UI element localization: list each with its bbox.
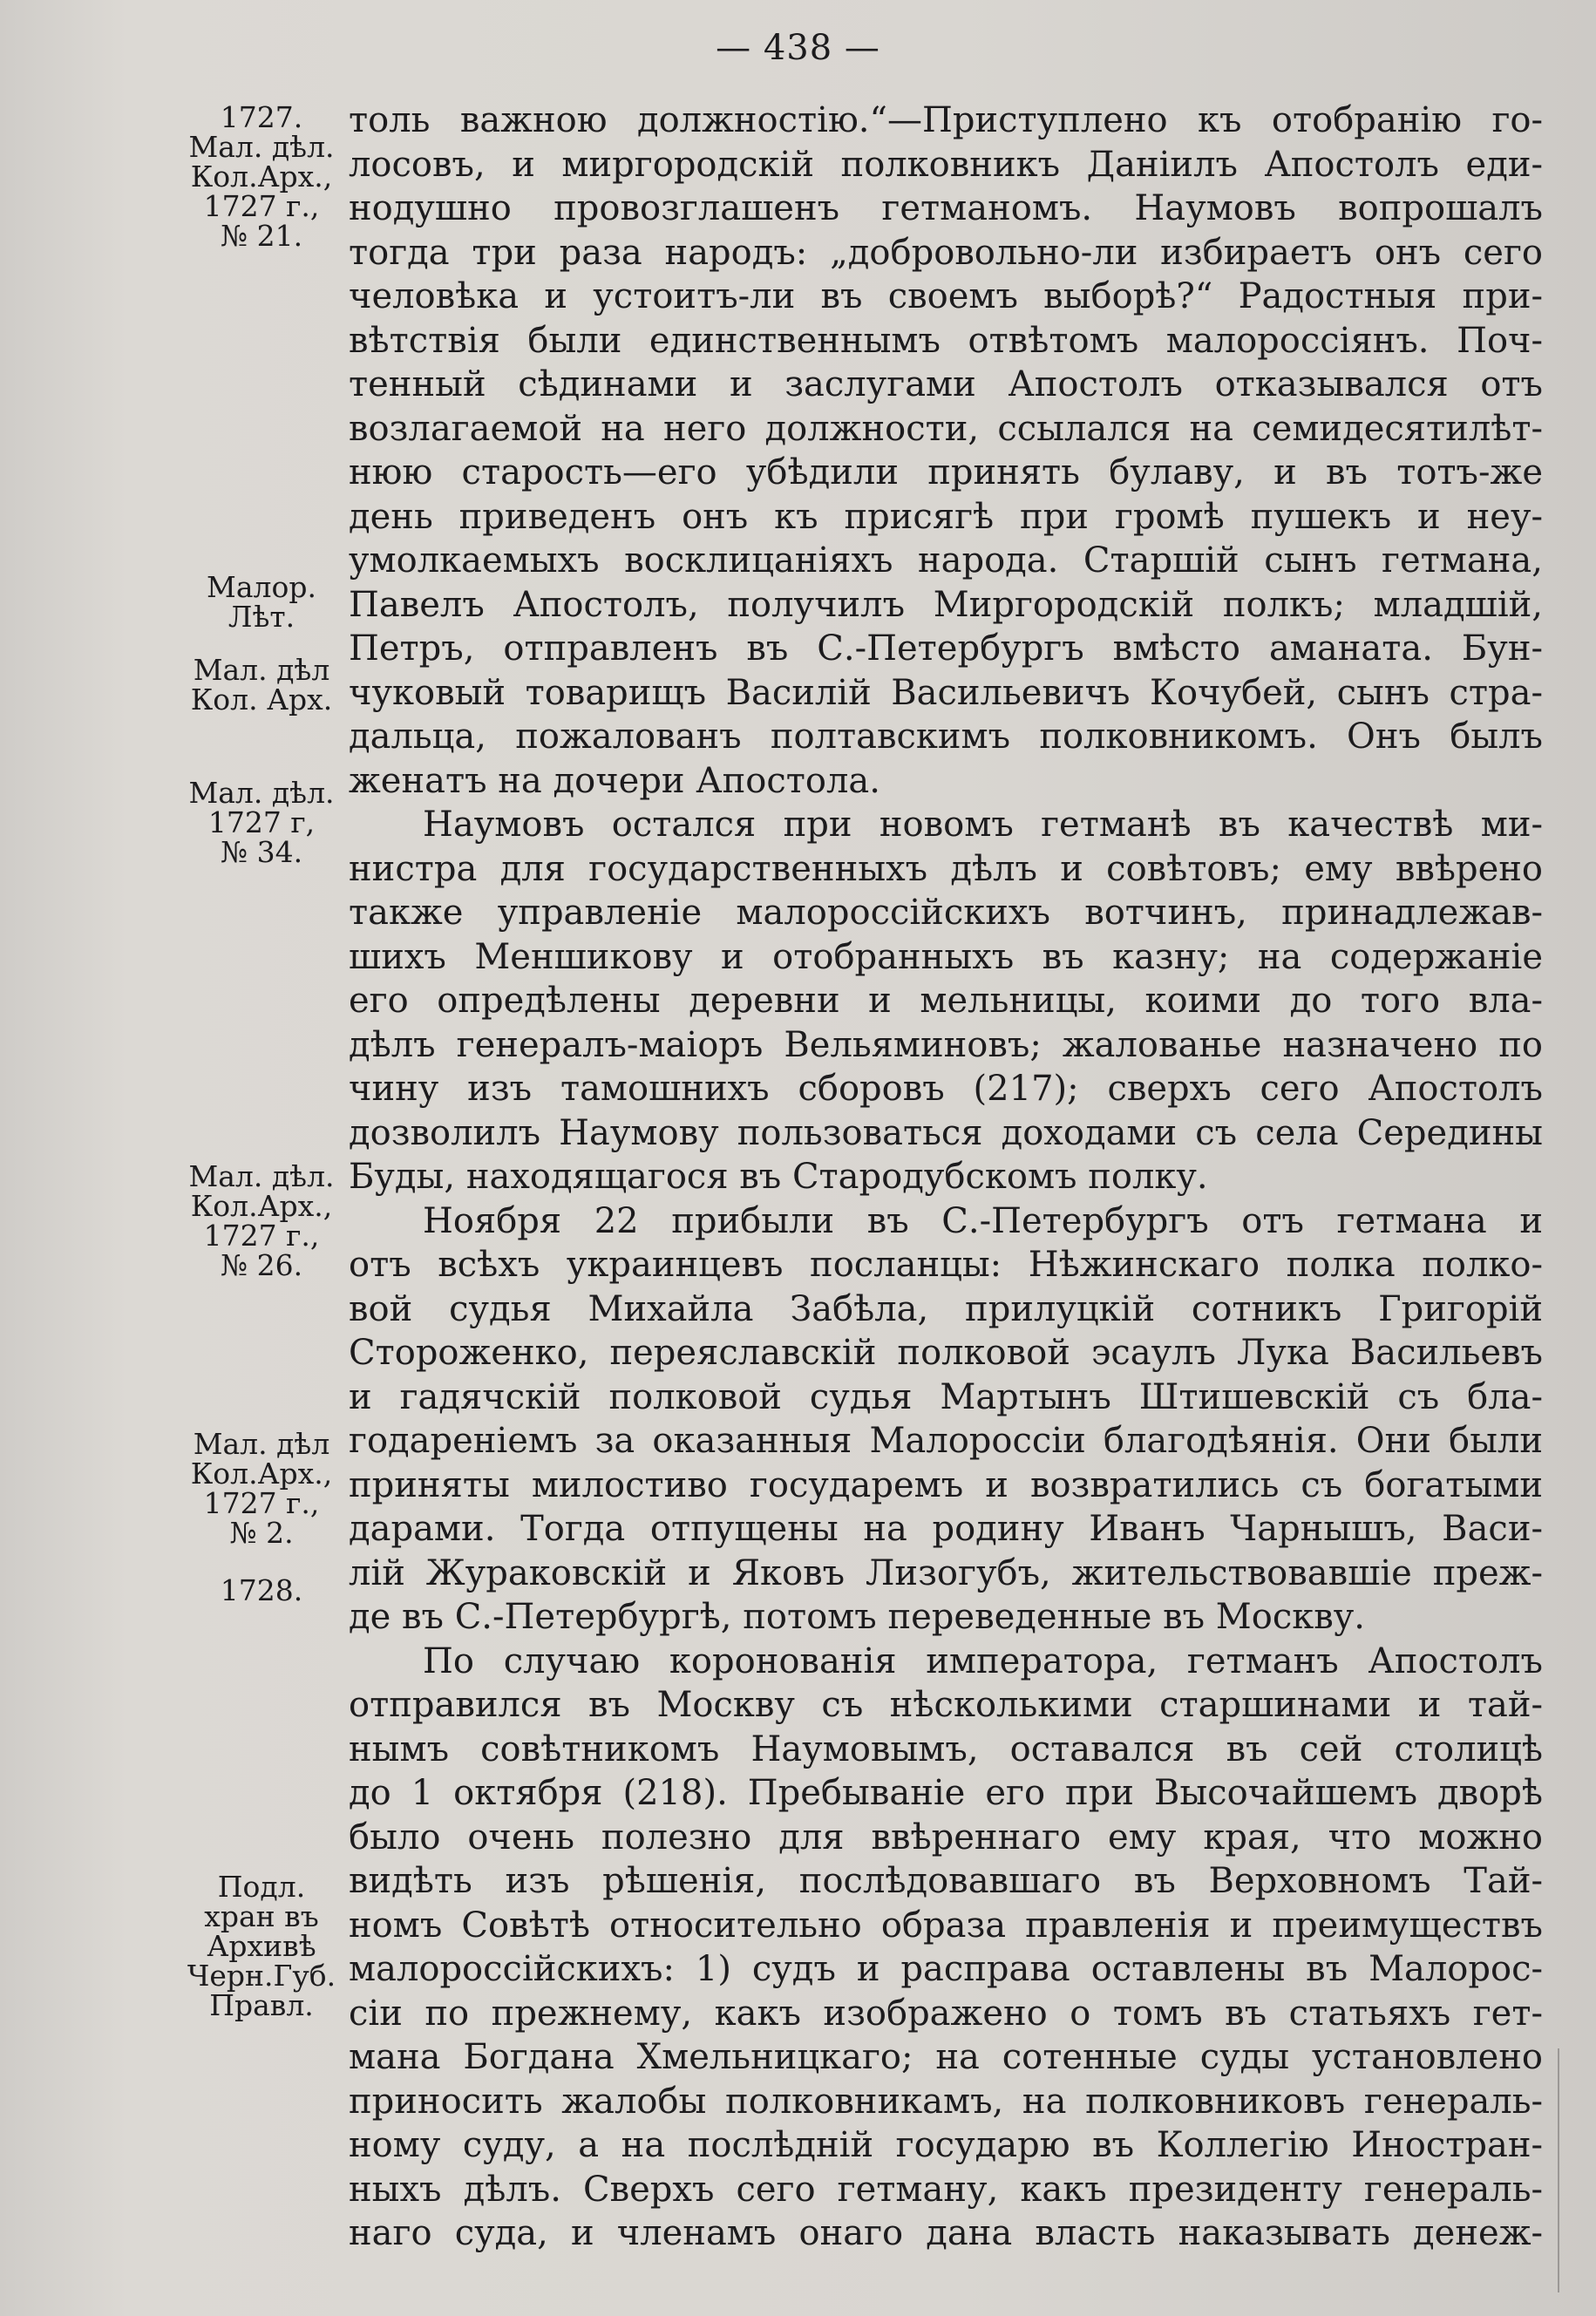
text-line: нодушно провозглашенъ гетманомъ. Наумовъ вопрошалъ (349, 188, 1543, 228)
text-line: приняты милостиво государемъ и возвратились съ богатыми (349, 1464, 1543, 1505)
text-line: толь важною должностію.“—Приступлено къ отобранію го- (349, 100, 1543, 140)
page-edge-line (1558, 2048, 1559, 2292)
text-line: приносить жалобы полковникамъ, на полковниковъ генераль- (349, 2081, 1543, 2122)
page-number: — 438 — (716, 28, 880, 68)
text-line: Ноября 22 прибыли въ С.-Петербургъ отъ гетмана и (423, 1200, 1543, 1241)
margin-note-line: Правл. (209, 1988, 314, 2022)
text-line: наго суда, и членамъ онаго дана власть наказывать денеж- (349, 2213, 1543, 2253)
text-line: дарами. Тогда отпущены на родину Иванъ Чарнышъ, Васи- (349, 1509, 1543, 1549)
text-line: отъ всѣхъ украинцевъ посланцы: Нѣжинскаго полка полко- (349, 1245, 1543, 1285)
margin-note-line: 1727 г., (203, 1219, 320, 1253)
margin-note-line: № 34. (220, 835, 303, 869)
margin-note (174, 570, 349, 634)
margin-note-line: хран въ (204, 1899, 319, 1933)
margin-note-line: 1728. (220, 1573, 303, 1607)
text-line: тогда три раза народъ: „добровольно-ли избираетъ онъ сего (349, 232, 1543, 273)
margin-note-line: 1727. (220, 100, 303, 134)
margin-note-line: Кол.Арх., (190, 1189, 333, 1223)
margin-note-line: 1727 г, (207, 805, 316, 839)
text-line: и гадячскій полковой судья Мартынъ Штишевскій съ бла- (349, 1376, 1543, 1417)
body-text (349, 98, 1543, 2256)
margin-note-line: Мал. дѣл. (188, 776, 335, 810)
text-line: Буды, находящагося въ Стародубскомъ полку. (349, 1157, 1208, 1197)
margin-note-line: Мал. дѣл. (188, 1159, 335, 1193)
margin-note-line: Архивѣ (207, 1929, 316, 1963)
text-line: дозволилъ Наумову пользоваться доходами съ села Середины (349, 1112, 1543, 1153)
text-line: номъ Совѣтѣ относительно образа правленія и преимуществъ (349, 1905, 1543, 1946)
text-line: нистра для государственныхъ дѣлъ и совѣтовъ; ему ввѣрено (349, 848, 1543, 889)
text-line: вѣтствія были единственнымъ отвѣтомъ малороссіянъ. Поч- (349, 320, 1543, 361)
text-line: до 1 октября (218). Пребываніе его при Высочайшемъ дворѣ (349, 1773, 1543, 1813)
text-line: Наумовъ остался при новомъ гетманѣ въ качествѣ ми- (423, 805, 1543, 845)
text-line: лосовъ, и миргородскій полковникъ Даніилъ Апостолъ еди- (349, 144, 1543, 185)
margin-note-line: 1727 г., (203, 1486, 320, 1520)
text-line: чуковый товарищъ Василій Васильевичъ Кочубей, сынъ стра- (349, 672, 1543, 713)
margin-note (174, 655, 349, 715)
text-line: тенный сѣдинами и заслугами Апостолъ отказывался отъ (349, 364, 1543, 404)
text-line: Павелъ Апостолъ, получилъ Миргородскій полкъ; младшій, (349, 584, 1543, 625)
text-line: сіи по прежнему, какъ изображено о томъ въ статьяхъ гет- (349, 1993, 1543, 2034)
text-line: малороссійскихъ: 1) судъ и расправа оставлены въ Малорос- (349, 1949, 1543, 1989)
text-line: ному суду, а на послѣдній государю въ Коллегію Иностран- (349, 2125, 1543, 2165)
text-line: было очень полезно для ввѣреннаго ему края, что можно (349, 1817, 1543, 1858)
margin-note-line: № 26. (220, 1248, 303, 1282)
margin-note (174, 778, 349, 867)
text-line: мана Богдана Хмельницкаго; на сотенные суды установлено (349, 2037, 1543, 2077)
margin-note-line: № 2. (229, 1516, 294, 1550)
margin-note-line: 1727 г., (203, 189, 320, 223)
margin-note-line: Кол.Арх., (190, 160, 333, 194)
text-line: его опредѣлены деревни и мельницы, коими до того вла- (349, 981, 1543, 1021)
margin-note-line: Лѣт. (228, 600, 295, 634)
margin-note-line: Кол. Арх. (190, 683, 333, 717)
text-line: дѣлъ генералъ-маіоръ Вельяминовъ; жалованье назначено по (349, 1024, 1543, 1065)
text-line: нюю старость—его убѣдили принять булаву, и въ тотъ-же (349, 452, 1543, 492)
text-line: шихъ Меншикову и отобранныхъ въ казну; на содержаніе (349, 936, 1543, 977)
text-line: де въ С.-Петербургѣ, потомъ переведенные въ Москву. (349, 1597, 1365, 1637)
margin-note (174, 1573, 349, 1607)
margin-note-line: Кол.Арх., (190, 1457, 333, 1491)
margin-notes (0, 0, 349, 2316)
margin-note-line: № 21. (220, 219, 303, 253)
margin-note (174, 1159, 349, 1282)
text-line: нымъ совѣтникомъ Наумовымъ, оставался въ сей столицѣ (349, 1729, 1543, 1769)
text-line: лій Жураковскій и Яковъ Лизогубъ, жительствовавшіе преж- (349, 1552, 1543, 1593)
margin-note-line: Черн.Губ. (187, 1959, 336, 1993)
text-line: день приведенъ онъ къ присягѣ при громѣ пушекъ и неу- (349, 496, 1543, 537)
text-line: ныхъ дѣлъ. Сверхъ сего гетману, какъ президенту генераль- (349, 2169, 1543, 2210)
margin-note-line: Подл. (217, 1870, 306, 1904)
text-line: женатъ на дочери Апостола. (349, 760, 880, 801)
text-line: человѣка и устоитъ-ли въ своемъ выборѣ?“ Радостныя при- (349, 276, 1543, 316)
text-line: чину изъ тамошнихъ сборовъ (217); сверхъ сего Апостолъ (349, 1069, 1543, 1109)
margin-note-line: Мал. дѣл (193, 1427, 330, 1461)
text-line: вой судья Михайла Забѣла, прилуцкій сотникъ Григорій (349, 1288, 1543, 1329)
text-line: дальца, пожалованъ полтавскимъ полковникомъ. Онъ былъ (349, 717, 1543, 757)
text-line: отправился въ Москву съ нѣсколькими старшинами и тай- (349, 1685, 1543, 1725)
margin-note (174, 1427, 349, 1550)
text-line: возлагаемой на него должности, ссылался на семидесятилѣт- (349, 408, 1543, 449)
text-line: Петръ, отправленъ въ С.-Петербургъ вмѣсто аманата. Бун- (349, 628, 1543, 669)
margin-note-line: Малор. (207, 570, 316, 604)
text-line: По случаю коронованія императора, гетманъ Апостолъ (423, 1640, 1543, 1681)
text-line: годареніемъ за оказанныя Малороссіи благодѣянія. Они были (349, 1421, 1543, 1461)
text-line: также управленіе малороссійскихъ вотчинъ, принадлежав- (349, 893, 1543, 933)
text-line: видѣть изъ рѣшенія, послѣдовавшаго въ Верховномъ Тай- (349, 1861, 1543, 1901)
margin-note (174, 1872, 349, 2021)
text-line: умолкаемыхъ восклицаніяхъ народа. Старшій сынъ гетмана, (349, 540, 1543, 581)
margin-note-line: Мал. дѣл. (188, 130, 335, 164)
margin-note (174, 100, 349, 253)
text-line: Стороженко, переяславскій полковой эсаулъ Лука Васильевъ (349, 1333, 1543, 1373)
margin-note-line: Мал. дѣл (193, 653, 330, 687)
